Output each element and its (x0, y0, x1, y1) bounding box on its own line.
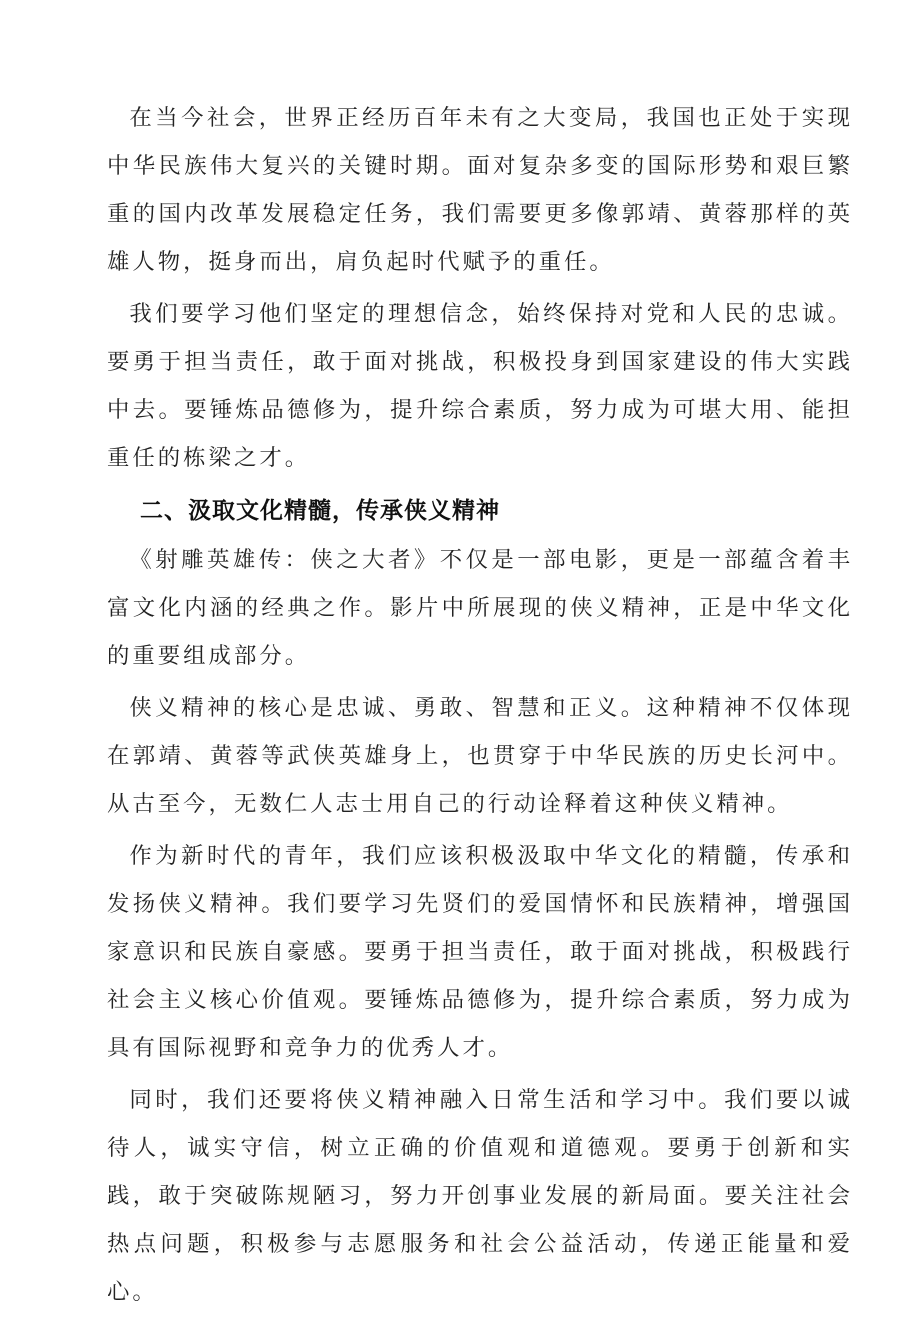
paragraph: 《射雕英雄传：侠之大者》不仅是一部电影，更是一部蕴含着丰富文化内涵的经典之作。影片中所展现的侠义精神，正是中华文化的重要组成部分。 (107, 547, 853, 669)
section-heading: 二、汲取文化精髓，传承侠义精神 (140, 498, 500, 524)
paragraph: 我们要学习他们坚定的理想信念，始终保持对党和人民的忠诚。要勇于担当责任，敢于面对挑战，积极投身到国家建设的伟大实践中去。要锤炼品德修为，提升综合素质，努力成为可堪大用、能担重任的栋梁之才。 (107, 301, 853, 471)
paragraph: 作为新时代的青年，我们应该积极汲取中华文化的精髓，传承和发扬侠义精神。我们要学习先贤们的爱国情怀和民族精神，增强国家意识和民族自豪感。要勇于担当责任，敢于面对挑战，积极践行社会主义核心价值观。要锤炼品德修为，提升综合素质，努力成为具有国际视野和竞争力的优秀人才。 (107, 843, 853, 1061)
paragraph: 同时，我们还要将侠义精神融入日常生活和学习中。我们要以诚待人，诚实守信，树立正确的价值观和道德观。要勇于创新和实践，敢于突破陈规陋习，努力开创事业发展的新局面。要关注社会热点问题，积极参与志愿服务和社会公益活动，传递正能量和爱心。 (107, 1087, 853, 1305)
paragraph: 在当今社会，世界正经历百年未有之大变局，我国也正处于实现中华民族伟大复兴的关键时期。面对复杂多变的国际形势和艰巨繁重的国内改革发展稳定任务，我们需要更多像郭靖、黄蓉那样的英雄人物，挺身而出，肩负起时代赋予的重任。 (107, 105, 853, 275)
paragraph: 侠义精神的核心是忠诚、勇敢、智慧和正义。这种精神不仅体现在郭靖、黄蓉等武侠英雄身上，也贯穿于中华民族的历史长河中。从古至今，无数仁人志士用自己的行动诠释着这种侠义精神。 (107, 695, 853, 817)
document-body (107, 94, 853, 1320)
